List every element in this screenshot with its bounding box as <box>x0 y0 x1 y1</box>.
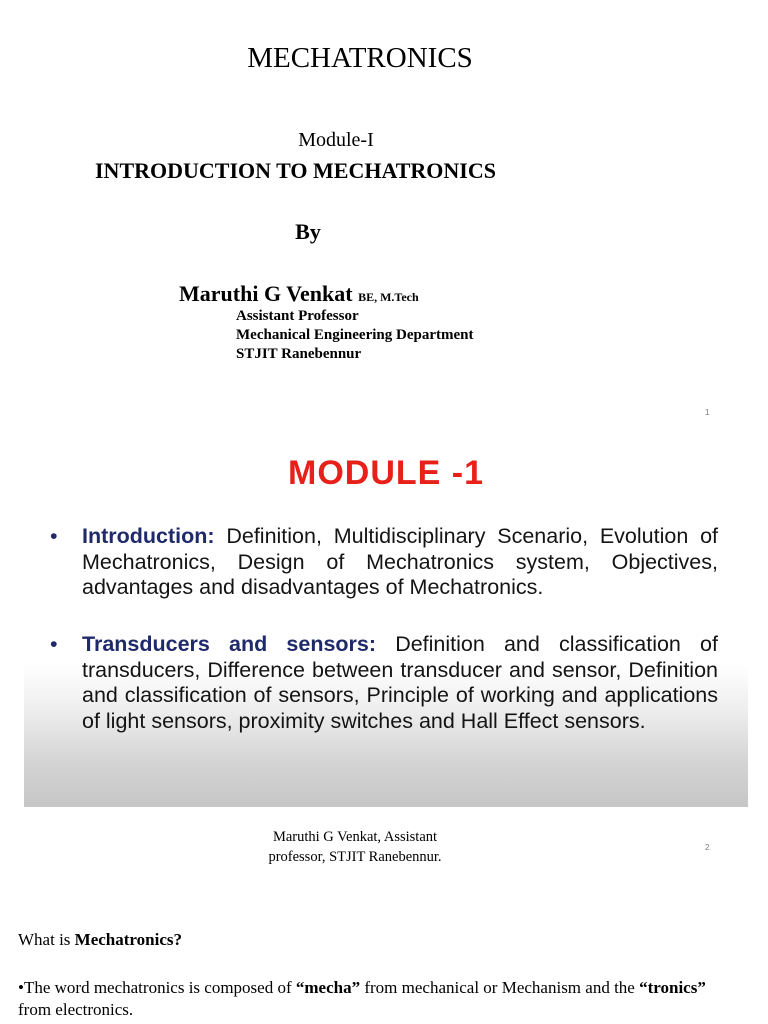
by-label: By <box>295 219 321 244</box>
question-term: Mechatronics? <box>74 930 182 949</box>
author-department: Mechanical Engineering Department <box>236 327 474 343</box>
bullet-keyword: Introduction: <box>82 524 215 548</box>
syllabus-bullet <box>50 632 718 734</box>
caption-line: Maruthi G Venkat, Assistant <box>272 829 438 845</box>
syllabus-bullet <box>50 524 718 601</box>
author-designation: Assistant Professor <box>236 308 359 324</box>
paragraph-text: •The word mechatronics is composed of <box>18 978 296 997</box>
caption-line: professor, STJIT Ranebennur. <box>268 849 442 865</box>
page-number: 1 <box>705 408 710 417</box>
term-mecha: “mecha” <box>295 978 361 997</box>
author-qualifications: BE, M.Tech <box>358 290 419 304</box>
bullet-text: Definition, Multidisciplinary Scenario, Evolution of Mechatronics, Design of Mechatronics system, Objectives, advantages and disadvantages of Mechatronics. <box>82 524 718 600</box>
paragraph-text: from electronics. <box>18 1000 134 1019</box>
section-question <box>18 930 182 950</box>
question-prefix: What is <box>18 930 75 949</box>
module-heading: MODULE -1 <box>288 454 484 492</box>
module-label: Module-I <box>298 129 374 151</box>
bullet-marker: • <box>50 524 58 548</box>
bullet-keyword: Transducers and sensors: <box>82 632 377 656</box>
module-syllabus-panel <box>24 432 748 807</box>
slide-caption <box>236 827 474 867</box>
author-line <box>179 281 419 307</box>
author-institution: STJIT Ranebennur <box>236 346 362 362</box>
term-tronics: “tronics” <box>639 978 706 997</box>
bullet-text: Definition and classification of transducers, Difference between transducer and sensor, Definition and classification of sensors, Principle of working and applications of light sensors, proximity switches and Hall Effect sensors. <box>82 632 718 733</box>
author-name: Maruthi G Venkat <box>179 281 353 306</box>
module-subtitle: INTRODUCTION TO MECHATRONICS <box>95 158 496 183</box>
document-title: MECHATRONICS <box>247 42 473 74</box>
bullet-marker: • <box>50 632 58 656</box>
definition-paragraph <box>18 977 738 1021</box>
paragraph-text: from mechanical or Mechanism and the <box>360 978 640 997</box>
page-number: 2 <box>705 843 710 852</box>
